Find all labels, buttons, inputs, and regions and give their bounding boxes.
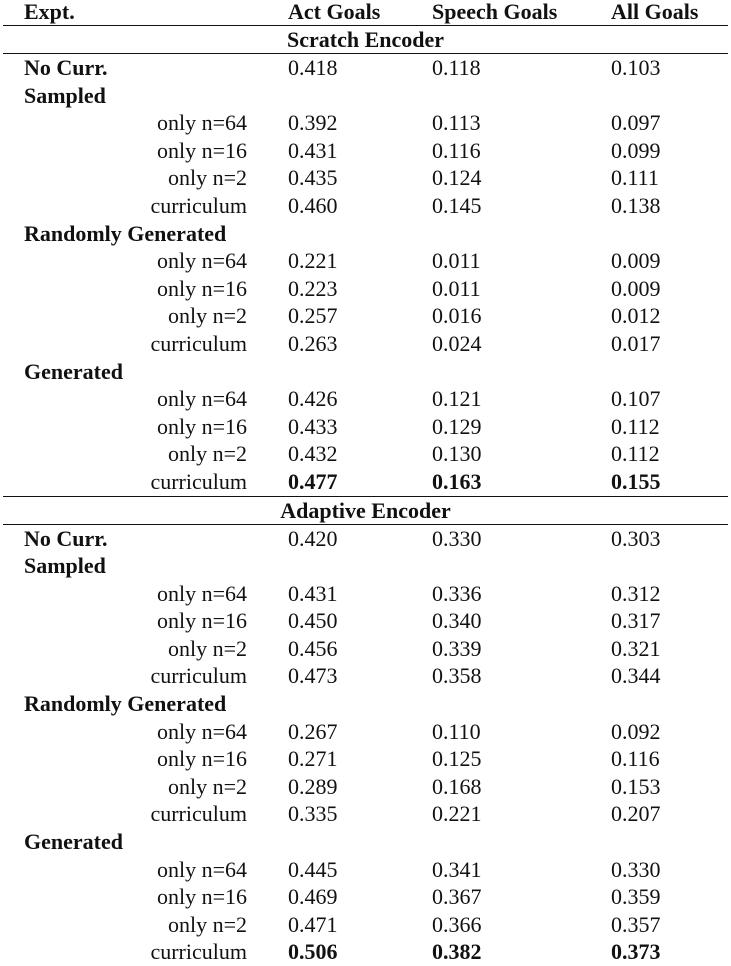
value-cell: 0.221 — [432, 801, 482, 827]
table-row — [3, 109, 728, 137]
value-cell: 0.366 — [432, 911, 482, 937]
table-row — [3, 247, 728, 275]
value-cell: 0.367 — [432, 884, 482, 910]
value-cell: 0.097 — [611, 110, 661, 136]
value-cell: 0.460 — [288, 192, 338, 218]
table-row — [3, 938, 728, 966]
value-cell: 0.336 — [432, 580, 482, 606]
table-row — [3, 800, 728, 828]
table-row — [3, 54, 728, 82]
row-label: curriculum — [150, 330, 247, 356]
group-label: Randomly Generated — [24, 220, 227, 246]
row-label: curriculum — [150, 468, 247, 494]
value-cell: 0.130 — [432, 441, 482, 467]
value-cell: 0.016 — [432, 303, 482, 329]
value-cell: 0.112 — [611, 413, 660, 439]
group-label: Generated — [24, 829, 123, 855]
value-cell: 0.129 — [432, 413, 482, 439]
value-cell: 0.477 — [288, 468, 338, 494]
header-speech-goals: Speech Goals — [432, 0, 558, 24]
value-cell: 0.330 — [611, 856, 661, 882]
row-label: only n=64 — [156, 718, 247, 744]
row-label: No Curr. — [24, 55, 108, 80]
row-label: only n=2 — [167, 165, 247, 191]
row-label: curriculum — [150, 192, 247, 218]
table-row — [3, 330, 728, 358]
value-cell: 0.426 — [288, 386, 338, 412]
value-cell: 0.110 — [432, 718, 481, 744]
value-cell: 0.506 — [288, 939, 338, 965]
row-label: only n=2 — [167, 303, 247, 329]
value-cell: 0.107 — [611, 386, 661, 412]
group-row — [3, 82, 728, 110]
value-cell: 0.118 — [432, 55, 481, 80]
group-row — [3, 358, 728, 386]
table-row — [3, 911, 728, 939]
group-label: Randomly Generated — [24, 691, 227, 717]
table-row — [3, 137, 728, 165]
value-cell: 0.420 — [288, 525, 338, 551]
value-cell: 0.339 — [432, 635, 482, 661]
header-act-goals: Act Goals — [288, 0, 381, 24]
value-cell: 0.263 — [288, 330, 338, 356]
value-cell: 0.344 — [611, 663, 661, 689]
table-row — [3, 302, 728, 330]
value-cell: 0.450 — [288, 608, 338, 634]
value-cell: 0.121 — [432, 386, 482, 412]
row-label: only n=2 — [167, 635, 247, 661]
value-cell: 0.017 — [611, 330, 661, 356]
group-row — [3, 690, 728, 718]
value-cell: 0.431 — [288, 137, 338, 163]
table-row — [3, 607, 728, 635]
value-cell: 0.012 — [611, 303, 661, 329]
value-cell: 0.303 — [611, 525, 661, 551]
group-row — [3, 552, 728, 580]
value-cell: 0.431 — [288, 580, 338, 606]
table-row — [3, 662, 728, 690]
value-cell: 0.207 — [611, 801, 661, 827]
table-row — [3, 468, 728, 496]
value-cell: 0.145 — [432, 192, 482, 218]
value-cell: 0.168 — [432, 773, 482, 799]
table-row — [3, 192, 728, 220]
value-cell: 0.111 — [611, 165, 659, 191]
row-label: only n=64 — [156, 248, 247, 274]
row-label: only n=2 — [167, 441, 247, 467]
value-cell: 0.433 — [288, 413, 338, 439]
row-label: No Curr. — [24, 525, 108, 551]
group-row — [3, 220, 728, 248]
value-cell: 0.009 — [611, 248, 661, 274]
value-cell: 0.432 — [288, 441, 338, 467]
value-cell: 0.445 — [288, 856, 338, 882]
row-label: curriculum — [150, 663, 247, 689]
value-cell: 0.341 — [432, 856, 482, 882]
value-cell: 0.373 — [611, 939, 661, 965]
table-row — [3, 745, 728, 773]
table-row — [3, 718, 728, 746]
value-cell: 0.011 — [432, 248, 481, 274]
value-cell: 0.155 — [611, 468, 661, 494]
table-row — [3, 413, 728, 441]
table-row — [3, 525, 728, 553]
value-cell: 0.116 — [432, 137, 481, 163]
value-cell: 0.113 — [432, 110, 481, 136]
value-cell: 0.392 — [288, 110, 338, 136]
table-row — [3, 275, 728, 303]
results-table — [3, 0, 728, 966]
group-label: Sampled — [24, 553, 106, 579]
value-cell: 0.469 — [288, 884, 338, 910]
section-title: Scratch Encoder — [286, 27, 445, 52]
value-cell: 0.330 — [432, 525, 482, 551]
table-body — [3, 25, 728, 966]
value-cell: 0.471 — [288, 911, 338, 937]
value-cell: 0.321 — [611, 635, 661, 661]
value-cell: 0.359 — [611, 884, 661, 910]
row-label: curriculum — [150, 939, 247, 965]
value-cell: 0.257 — [288, 303, 338, 329]
value-cell: 0.357 — [611, 911, 661, 937]
value-cell: 0.382 — [432, 939, 482, 965]
row-label: only n=64 — [156, 110, 247, 136]
value-cell: 0.009 — [611, 275, 661, 301]
value-cell: 0.125 — [432, 746, 482, 772]
value-cell: 0.271 — [288, 746, 338, 772]
value-cell: 0.223 — [288, 275, 338, 301]
row-label: only n=16 — [156, 746, 247, 772]
row-label: only n=64 — [156, 856, 247, 882]
table-row — [3, 635, 728, 663]
value-cell: 0.335 — [288, 801, 338, 827]
value-cell: 0.024 — [432, 330, 482, 356]
row-label: only n=2 — [167, 773, 247, 799]
row-label: only n=16 — [156, 137, 247, 163]
value-cell: 0.112 — [611, 441, 660, 467]
header-all-goals: All Goals — [611, 0, 699, 24]
row-label: only n=16 — [156, 608, 247, 634]
value-cell: 0.092 — [611, 718, 661, 744]
table-row — [3, 164, 728, 192]
value-cell: 0.011 — [432, 275, 481, 301]
table-row — [3, 385, 728, 413]
table-row — [3, 856, 728, 884]
value-cell: 0.312 — [611, 580, 661, 606]
group-label: Generated — [24, 358, 123, 384]
header-expt: Expt. — [24, 0, 75, 24]
value-cell: 0.099 — [611, 137, 661, 163]
row-label: only n=2 — [167, 911, 247, 937]
value-cell: 0.418 — [288, 55, 338, 80]
value-cell: 0.124 — [432, 165, 482, 191]
value-cell: 0.289 — [288, 773, 338, 799]
value-cell: 0.116 — [611, 746, 660, 772]
value-cell: 0.317 — [611, 608, 661, 634]
table-row — [3, 883, 728, 911]
table-row — [3, 440, 728, 468]
value-cell: 0.103 — [611, 55, 661, 80]
value-cell: 0.138 — [611, 192, 661, 218]
group-row — [3, 828, 728, 856]
header-row — [3, 0, 728, 25]
table-row — [3, 580, 728, 608]
value-cell: 0.340 — [432, 608, 482, 634]
value-cell: 0.153 — [611, 773, 661, 799]
value-cell: 0.163 — [432, 468, 482, 494]
value-cell: 0.358 — [432, 663, 482, 689]
row-label: only n=64 — [156, 386, 247, 412]
row-label: only n=16 — [156, 413, 247, 439]
value-cell: 0.473 — [288, 663, 338, 689]
value-cell: 0.267 — [288, 718, 338, 744]
table-row — [3, 773, 728, 801]
value-cell: 0.456 — [288, 635, 338, 661]
row-label: curriculum — [150, 801, 247, 827]
section-title: Adaptive Encoder — [280, 497, 451, 523]
row-label: only n=64 — [156, 580, 247, 606]
value-cell: 0.221 — [288, 248, 338, 274]
value-cell: 0.435 — [288, 165, 338, 191]
group-label: Sampled — [24, 82, 106, 108]
row-label: only n=16 — [156, 275, 247, 301]
row-label: only n=16 — [156, 884, 247, 910]
